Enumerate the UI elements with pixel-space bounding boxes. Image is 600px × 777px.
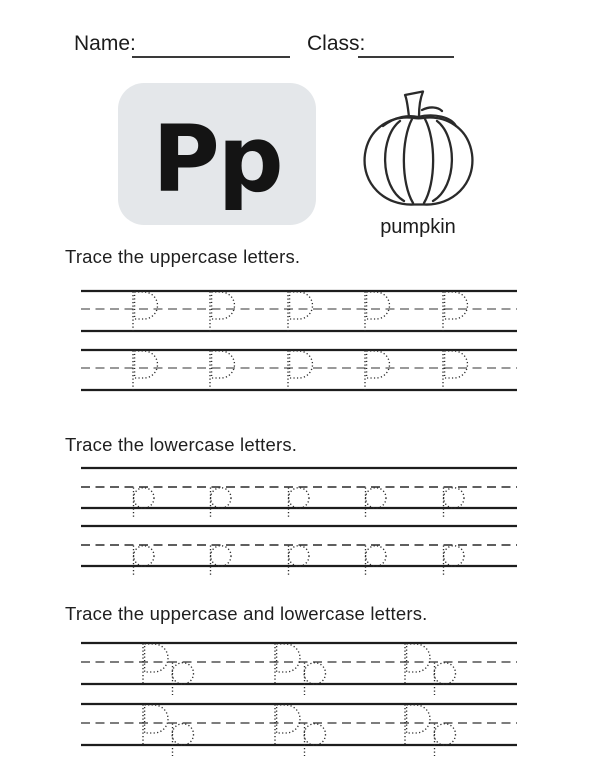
- trace-stroke-bowl: [366, 488, 386, 508]
- trace-letter-lowercase-p: [172, 724, 193, 757]
- trace-stroke-bowl: [277, 644, 300, 672]
- trace-stroke-bowl: [212, 351, 235, 378]
- trace-letter-lowercase-p: [211, 488, 232, 519]
- trace-letter-lowercase-p: [366, 488, 386, 519]
- trace-row-mixed-1: [80, 641, 518, 699]
- trace-stroke-bowl: [289, 488, 309, 508]
- trace-letter-lowercase-p: [366, 546, 386, 577]
- trace-stroke-bowl: [304, 724, 325, 745]
- trace-stroke-bowl: [172, 724, 193, 745]
- trace-row-uppercase-1: [80, 289, 518, 335]
- letter-card-letters: Pp: [152, 106, 282, 213]
- trace-row-uppercase-2: [80, 348, 518, 394]
- pumpkin-stem: [405, 92, 423, 118]
- trace-letter-uppercase-P: [133, 292, 158, 332]
- trace-stroke-bowl: [134, 488, 154, 508]
- trace-stroke-bowl: [434, 724, 455, 745]
- trace-stroke-bowl: [366, 546, 386, 566]
- trace-letter-uppercase-P: [143, 705, 168, 746]
- trace-letter-uppercase-P: [288, 292, 313, 332]
- trace-stroke-bowl: [367, 351, 390, 378]
- trace-letter-lowercase-p: [434, 663, 455, 696]
- trace-letter-lowercase-p: [444, 546, 464, 577]
- trace-letter-lowercase-p: [134, 546, 155, 577]
- trace-row-mixed-2: [80, 702, 518, 760]
- trace-letter-uppercase-P: [210, 292, 235, 332]
- trace-stroke-bowl: [290, 292, 313, 319]
- trace-stroke-bowl: [444, 488, 464, 508]
- trace-letter-lowercase-p: [434, 724, 455, 757]
- trace-stroke-bowl: [445, 351, 468, 378]
- trace-stroke-bowl: [304, 663, 325, 684]
- trace-stroke-bowl: [277, 705, 300, 733]
- trace-letter-lowercase-p: [444, 488, 464, 519]
- section-heading-lowercase: Trace the lowercase letters.: [65, 434, 298, 455]
- trace-letter-uppercase-P: [210, 351, 235, 391]
- trace-stroke-bowl: [290, 351, 313, 378]
- trace-stroke-bowl: [211, 488, 231, 508]
- trace-stroke-bowl: [172, 663, 193, 684]
- trace-stroke-bowl: [289, 546, 309, 566]
- trace-letter-lowercase-p: [289, 546, 310, 577]
- pumpkin-segment-center-right: [424, 119, 433, 203]
- trace-letter-uppercase-P: [405, 644, 430, 685]
- trace-letter-lowercase-p: [134, 488, 155, 519]
- letter-card: [118, 83, 316, 225]
- trace-stroke-bowl: [407, 644, 430, 672]
- trace-letter-uppercase-P: [365, 351, 390, 391]
- section-heading-uppercase: Trace the uppercase letters.: [65, 246, 301, 267]
- class-write-line: [358, 56, 454, 58]
- trace-letter-uppercase-P: [275, 705, 300, 746]
- trace-stroke-bowl: [444, 546, 464, 566]
- trace-letter-uppercase-P: [443, 351, 468, 391]
- pumpkin-segment-outer-left: [385, 121, 404, 201]
- trace-stroke-bowl: [134, 546, 154, 566]
- trace-stroke-bowl: [367, 292, 390, 319]
- pumpkin-segment-outer-right: [433, 121, 452, 201]
- trace-stroke-bowl: [145, 644, 168, 672]
- trace-letter-uppercase-P: [133, 351, 158, 391]
- trace-stroke-bowl: [434, 663, 455, 684]
- section-heading-mixed: Trace the uppercase and lowercase letters.: [65, 603, 428, 624]
- trace-letter-lowercase-p: [211, 546, 232, 577]
- pumpkin-leaf-curl: [422, 107, 442, 111]
- class-label: Class:: [307, 32, 366, 55]
- pumpkin-icon: [352, 90, 484, 212]
- trace-letter-lowercase-p: [172, 663, 193, 696]
- trace-row-lowercase-1: [80, 466, 518, 522]
- trace-letter-uppercase-P: [288, 351, 313, 391]
- trace-letter-lowercase-p: [289, 488, 310, 519]
- trace-stroke-bowl: [445, 292, 468, 319]
- pumpkin-label: pumpkin: [380, 216, 456, 238]
- trace-letter-uppercase-P: [275, 644, 300, 685]
- trace-letter-uppercase-P: [405, 705, 430, 746]
- trace-letter-uppercase-P: [443, 292, 468, 332]
- pumpkin-segment-center-left: [404, 119, 413, 203]
- trace-letter-uppercase-P: [143, 644, 168, 685]
- pumpkin-body-outline: [365, 118, 473, 205]
- name-write-line: [132, 56, 290, 58]
- name-label: Name:: [74, 32, 136, 55]
- trace-stroke-bowl: [211, 546, 231, 566]
- trace-letter-lowercase-p: [304, 663, 325, 696]
- trace-stroke-bowl: [145, 705, 168, 733]
- trace-row-lowercase-2: [80, 524, 518, 580]
- trace-stroke-bowl: [135, 292, 158, 319]
- trace-letter-lowercase-p: [304, 724, 325, 757]
- trace-letter-uppercase-P: [365, 292, 390, 332]
- trace-stroke-bowl: [212, 292, 235, 319]
- trace-stroke-bowl: [135, 351, 158, 378]
- trace-stroke-bowl: [407, 705, 430, 733]
